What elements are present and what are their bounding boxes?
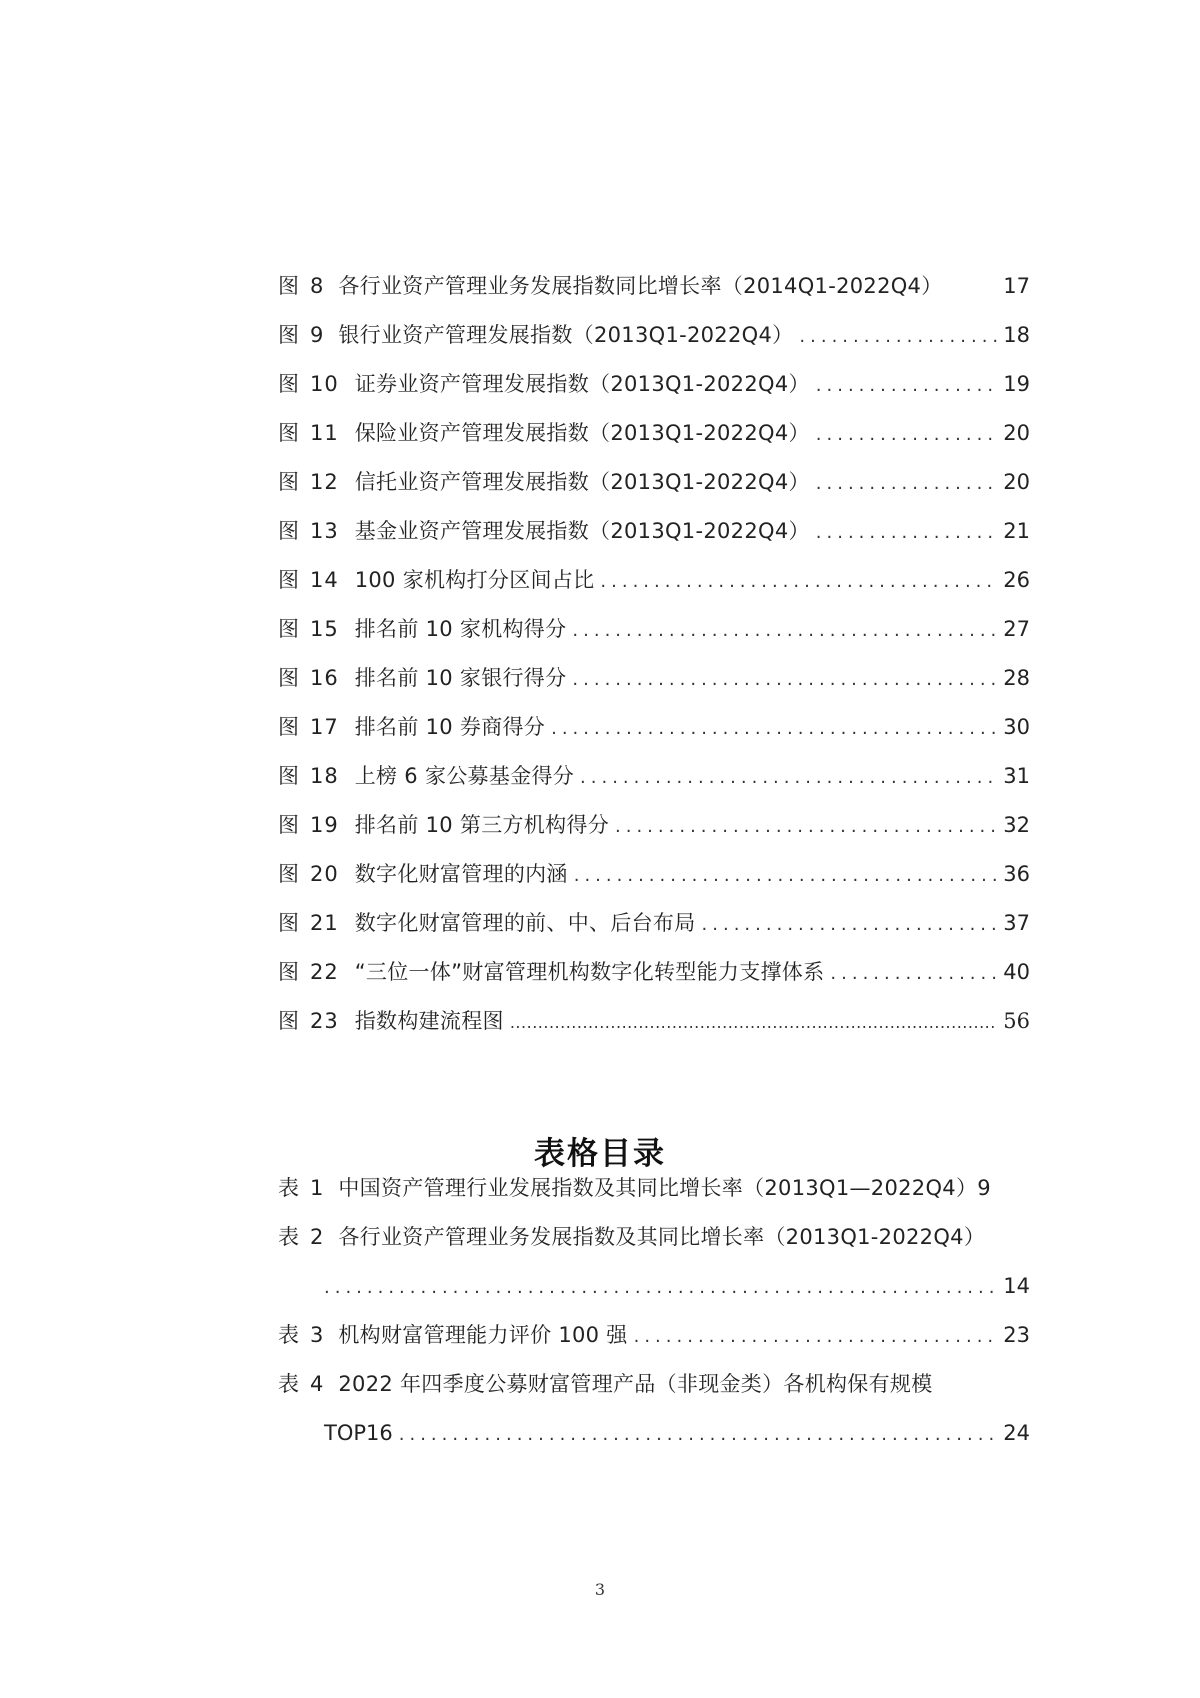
entry-label: 100 家机构打分区间占比 <box>354 568 595 592</box>
toc-entry[interactable] <box>278 514 1030 548</box>
entry-prefix: 表 3 <box>278 1323 325 1347</box>
entry-label: 机构财富管理能力评价 100 强 <box>338 1323 628 1347</box>
leader-dots <box>551 712 997 746</box>
entry-label: 基金业资产管理发展指数（2013Q1-2022Q4） <box>354 519 810 543</box>
toc-entry[interactable] <box>278 416 1030 450</box>
entry-page: 18 <box>1003 323 1030 347</box>
entry-label: 银行业资产管理发展指数（2013Q1-2022Q4） <box>338 323 794 347</box>
entry-page: 21 <box>1003 519 1030 543</box>
toc-entry[interactable] <box>278 1367 1030 1401</box>
entry-label: 上榜 6 家公募基金得分 <box>354 764 575 788</box>
entry-prefix: 图 22 <box>278 960 339 984</box>
entry-prefix: 图 20 <box>278 862 339 886</box>
leader-dots <box>399 1418 998 1452</box>
entry-label: 指数构建流程图 <box>354 1009 504 1033</box>
toc-entry[interactable] <box>278 367 1030 401</box>
toc-entry[interactable] <box>278 465 1030 499</box>
toc-entry[interactable] <box>278 1220 1030 1254</box>
toc-entry[interactable] <box>278 857 1030 891</box>
entry-prefix: 图 11 <box>278 421 339 445</box>
entry-prefix: 图 15 <box>278 617 339 641</box>
entry-page: 32 <box>1003 813 1030 837</box>
entry-page: 28 <box>1003 666 1030 690</box>
entry-prefix: 图 23 <box>278 1009 339 1033</box>
entry-prefix: 图 16 <box>278 666 339 690</box>
entry-page: 40 <box>1003 960 1030 984</box>
entry-label: 排名前 10 家机构得分 <box>354 617 567 641</box>
toc-entry[interactable] <box>278 1171 1030 1205</box>
entry-prefix: 图 21 <box>278 911 339 935</box>
entry-page: 19 <box>1003 372 1030 396</box>
toc-entry[interactable] <box>278 318 1030 352</box>
leader-dots <box>816 418 997 452</box>
toc-entry[interactable] <box>278 563 1030 597</box>
entry-page: 56 <box>1003 1009 1030 1033</box>
leader-dots <box>830 957 997 991</box>
toc-entry[interactable] <box>278 710 1030 744</box>
leader-dots <box>634 1320 998 1354</box>
leader-dots <box>572 663 997 697</box>
leader-dots <box>816 369 997 403</box>
entry-prefix: 图 10 <box>278 372 339 396</box>
entry-label-continuation: TOP16 <box>324 1421 393 1445</box>
leader-dots <box>600 565 997 599</box>
toc-entry[interactable] <box>278 1004 1030 1038</box>
entry-page: 30 <box>1003 715 1030 739</box>
entry-label: 2022 年四季度公募财富管理产品（非现金类）各机构保有规模 <box>338 1372 933 1396</box>
entry-page: 24 <box>1003 1421 1030 1445</box>
entry-page: 20 <box>1003 421 1030 445</box>
entry-label: 保险业资产管理发展指数（2013Q1-2022Q4） <box>354 421 810 445</box>
entry-label: 排名前 10 家银行得分 <box>354 666 567 690</box>
toc-entry[interactable] <box>278 808 1030 842</box>
toc-entry[interactable] <box>278 661 1030 695</box>
entry-page: 31 <box>1003 764 1030 788</box>
entry-prefix: 图 9 <box>278 323 325 347</box>
page-number: 3 <box>594 1580 606 1599</box>
entry-label: 证券业资产管理发展指数（2013Q1-2022Q4） <box>354 372 810 396</box>
entry-prefix: 图 18 <box>278 764 339 788</box>
leader-dots <box>580 761 997 795</box>
toc-entry[interactable] <box>278 759 1030 793</box>
leader-dots <box>816 467 997 501</box>
toc-entry[interactable] <box>278 612 1030 646</box>
tables-heading: 表格目录 <box>534 1136 666 1172</box>
entry-prefix: 表 4 <box>278 1372 325 1396</box>
entry-page: 36 <box>1003 862 1030 886</box>
entry-prefix: 图 13 <box>278 519 339 543</box>
entry-page: 23 <box>1003 1323 1030 1347</box>
entry-label: 中国资产管理行业发展指数及其同比增长率（2013Q1—2022Q4）9 <box>338 1176 991 1200</box>
toc-entry[interactable] <box>278 269 1030 303</box>
entry-prefix: 图 19 <box>278 813 339 837</box>
leader-dots <box>510 1006 997 1040</box>
toc-entry[interactable] <box>278 906 1030 940</box>
toc-entry-continuation[interactable] <box>324 1269 1030 1303</box>
entry-prefix: 图 8 <box>278 274 325 298</box>
entry-page: 37 <box>1003 911 1030 935</box>
entry-page: 20 <box>1003 470 1030 494</box>
entry-label: 数字化财富管理的内涵 <box>354 862 568 886</box>
leader-dots <box>324 1271 997 1305</box>
entry-page: 26 <box>1003 568 1030 592</box>
entry-prefix: 图 17 <box>278 715 339 739</box>
toc-entry[interactable] <box>278 1318 1030 1352</box>
leader-dots <box>574 859 998 893</box>
entry-label: 排名前 10 券商得分 <box>354 715 546 739</box>
entry-prefix: 表 2 <box>278 1225 325 1249</box>
entry-label: “三位一体”财富管理机构数字化转型能力支撑体系 <box>354 960 825 984</box>
leader-dots <box>572 614 997 648</box>
entry-label: 各行业资产管理业务发展指数同比增长率（2014Q1-2022Q4） <box>338 274 943 298</box>
entry-label: 排名前 10 第三方机构得分 <box>354 813 610 837</box>
entry-prefix: 表 1 <box>278 1176 325 1200</box>
toc-entry[interactable] <box>278 955 1030 989</box>
leader-dots <box>615 810 997 844</box>
toc-entry-continuation[interactable] <box>324 1416 1030 1450</box>
entry-page: 27 <box>1003 617 1030 641</box>
entry-page: 17 <box>1003 274 1030 298</box>
entry-label: 数字化财富管理的前、中、后台布局 <box>354 911 696 935</box>
entry-label: 各行业资产管理业务发展指数及其同比增长率（2013Q1-2022Q4） <box>338 1225 986 1249</box>
leader-dots <box>702 908 998 942</box>
leader-dots <box>799 320 997 354</box>
entry-page: 14 <box>1003 1274 1030 1298</box>
entry-label: 信托业资产管理发展指数（2013Q1-2022Q4） <box>354 470 810 494</box>
leader-dots <box>816 516 997 550</box>
entry-prefix: 图 12 <box>278 470 339 494</box>
entry-prefix: 图 14 <box>278 568 339 592</box>
